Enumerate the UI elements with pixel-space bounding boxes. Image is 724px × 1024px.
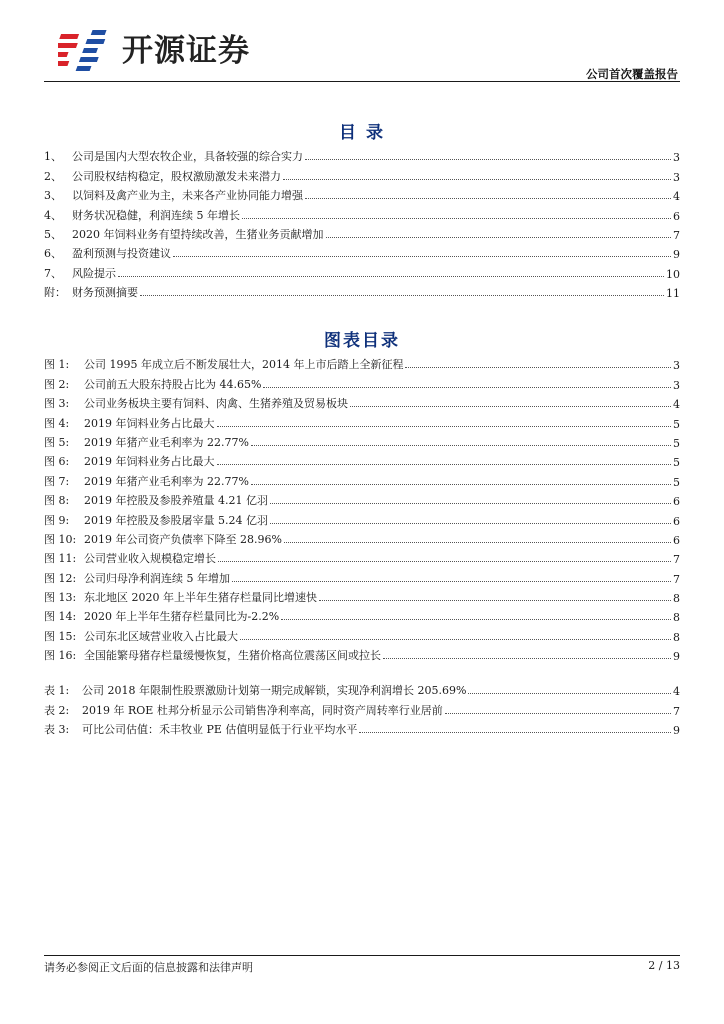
entry-number: 图 3: xyxy=(44,397,70,411)
entry-title: 2019 年饲料业务占比最大 xyxy=(84,416,215,430)
toc-list xyxy=(44,145,680,300)
dot-leader xyxy=(359,732,671,733)
entry-number: 附： xyxy=(44,286,66,300)
toc-entry[interactable] xyxy=(44,145,680,164)
entry-page: 7 xyxy=(673,704,680,718)
dot-leader xyxy=(468,693,671,694)
entry-number: 图 7: xyxy=(44,474,70,488)
entry-page: 11 xyxy=(666,287,680,301)
entry-title: 2020 年上半年生猪存栏量同比为-2.2% xyxy=(84,610,280,624)
brand-logo-icon xyxy=(58,26,114,72)
entry-title: 2019 年 ROE 杜邦分析显示公司销售净利率高，同时资产周转率行业居前 xyxy=(82,703,443,717)
figure-toc-entry[interactable] xyxy=(44,489,680,508)
entry-page: 5 xyxy=(673,475,680,489)
dot-leader xyxy=(283,179,671,180)
entry-page: 3 xyxy=(673,359,680,373)
entry-page: 10 xyxy=(666,267,680,281)
figure-toc-entry[interactable] xyxy=(44,547,680,566)
entry-number: 图 12: xyxy=(44,571,77,585)
toc-entry[interactable] xyxy=(44,184,680,203)
entry-number: 表 1: xyxy=(44,684,70,698)
entry-number: 图 1: xyxy=(44,358,70,372)
entry-page: 8 xyxy=(673,611,680,625)
report-type: 公司首次覆盖报告 xyxy=(586,67,678,81)
entry-title: 公司股权结构稳定，股权激励激发未来潜力 xyxy=(72,169,281,183)
dot-leader xyxy=(326,237,672,238)
toc-entry[interactable] xyxy=(44,223,680,242)
dot-leader xyxy=(405,367,671,368)
dot-leader xyxy=(284,542,671,543)
table-toc-entry[interactable] xyxy=(44,718,680,737)
figure-toc-entry[interactable] xyxy=(44,411,680,430)
entry-title: 2019 年饲料业务占比最大 xyxy=(84,455,215,469)
figure-toc-entry[interactable] xyxy=(44,566,680,585)
entry-page: 8 xyxy=(673,630,680,644)
entry-number: 图 13: xyxy=(44,591,77,605)
dot-leader xyxy=(319,600,671,601)
table-toc-entry[interactable] xyxy=(44,698,680,717)
entry-title: 2020 年饲料业务有望持续改善，生猪业务贡献增加 xyxy=(72,227,324,241)
entry-page: 6 xyxy=(673,495,680,509)
entry-page: 3 xyxy=(673,378,680,392)
entry-title: 2019 年控股及参股养殖量 4.21 亿羽 xyxy=(84,494,268,508)
dot-leader xyxy=(218,561,671,562)
entry-number: 图 4: xyxy=(44,416,70,430)
figure-toc-entry[interactable] xyxy=(44,644,680,663)
entry-number: 图 6: xyxy=(44,455,70,469)
entry-page: 9 xyxy=(673,248,680,262)
dot-leader xyxy=(281,619,671,620)
entry-number: 图 11: xyxy=(44,552,77,566)
entry-number: 表 3: xyxy=(44,723,70,737)
entry-page: 4 xyxy=(673,190,680,204)
dot-leader xyxy=(350,406,671,407)
entry-number: 图 9: xyxy=(44,513,70,527)
entry-page: 3 xyxy=(673,151,680,165)
dot-leader xyxy=(217,464,672,465)
entry-title: 盈利预测与投资建议 xyxy=(72,247,171,261)
dot-leader xyxy=(305,159,671,160)
toc-entry[interactable] xyxy=(44,281,680,300)
figure-toc-entry[interactable] xyxy=(44,528,680,547)
entry-title: 2019 年公司资产负债率下降至 28.96% xyxy=(84,532,282,546)
entry-number: 4、 xyxy=(44,208,62,222)
entry-page: 4 xyxy=(673,685,680,699)
figure-toc-title: 图表目录 xyxy=(324,331,400,351)
entry-page: 6 xyxy=(673,209,680,223)
entry-title: 东北地区 2020 年上半年生猪存栏量同比增速快 xyxy=(84,591,317,605)
disclaimer-note: 请务必参阅正文后面的信息披露和法律声明 xyxy=(44,961,253,974)
entry-number: 图 15: xyxy=(44,629,77,643)
figure-toc-entry[interactable] xyxy=(44,605,680,624)
entry-number: 图 10: xyxy=(44,532,77,546)
entry-number: 2、 xyxy=(44,169,62,183)
figure-toc-entry[interactable] xyxy=(44,392,680,411)
dot-leader xyxy=(242,218,671,219)
toc-entry[interactable] xyxy=(44,261,680,280)
entry-page: 5 xyxy=(673,436,680,450)
entry-title: 公司归母净利润连续 5 年增加 xyxy=(84,571,230,585)
figure-toc-entry[interactable] xyxy=(44,450,680,469)
entry-title: 可比公司估值：禾丰牧业 PE 估值明显低于行业平均水平 xyxy=(82,723,358,737)
toc-title: 目 录 xyxy=(339,123,385,143)
entry-number: 1、 xyxy=(44,150,62,164)
dot-leader xyxy=(240,639,671,640)
entry-title: 公司 2018 年限制性股票激励计划第一期完成解锁，实现净利润增长 205.69% xyxy=(82,684,467,698)
figure-toc-entry[interactable] xyxy=(44,431,680,450)
toc-entry[interactable] xyxy=(44,242,680,261)
table-toc-entry[interactable] xyxy=(44,679,680,698)
entry-title: 公司前五大股东持股占比为 44.65% xyxy=(84,377,262,391)
entry-page: 7 xyxy=(673,572,680,586)
entry-title: 财务状况稳健，利润连续 5 年增长 xyxy=(72,208,240,222)
toc-entry[interactable] xyxy=(44,203,680,222)
entry-title: 公司东北区域营业收入占比最大 xyxy=(84,629,238,643)
figure-toc-entry[interactable] xyxy=(44,624,680,643)
entry-title: 公司营业收入规模稳定增长 xyxy=(84,552,216,566)
entry-number: 图 16: xyxy=(44,649,77,663)
figure-toc-entry[interactable] xyxy=(44,469,680,488)
entry-page: 5 xyxy=(673,456,680,470)
dot-leader xyxy=(118,276,664,277)
entry-title: 2019 年猪产业毛利率为 22.77% xyxy=(84,435,249,449)
dot-leader xyxy=(270,503,671,504)
entry-page: 6 xyxy=(673,514,680,528)
dot-leader xyxy=(251,484,671,485)
entry-page: 6 xyxy=(673,533,680,547)
dot-leader xyxy=(263,387,671,388)
dot-leader xyxy=(270,523,671,524)
page-header xyxy=(44,22,680,82)
entry-page: 4 xyxy=(673,398,680,412)
dot-leader xyxy=(251,445,671,446)
entry-page: 8 xyxy=(673,592,680,606)
figure-toc-entry[interactable] xyxy=(44,353,680,372)
page-number: 2 / 13 xyxy=(648,959,680,972)
entry-page: 9 xyxy=(673,650,680,664)
entry-page: 5 xyxy=(673,417,680,431)
entry-number: 图 5: xyxy=(44,435,70,449)
entry-page: 7 xyxy=(673,553,680,567)
entry-number: 6、 xyxy=(44,247,62,261)
entry-title: 公司是国内大型农牧企业，具备较强的综合实力 xyxy=(72,150,303,164)
entry-number: 7、 xyxy=(44,266,62,280)
entry-page: 7 xyxy=(673,228,680,242)
entry-number: 表 2: xyxy=(44,703,70,717)
entry-title: 以饲料及禽产业为主，未来各产业协同能力增强 xyxy=(72,189,303,203)
figure-toc-entry[interactable] xyxy=(44,586,680,605)
header-divider xyxy=(44,81,680,82)
entry-title: 2019 年猪产业毛利率为 22.77% xyxy=(84,474,249,488)
entry-title: 风险提示 xyxy=(72,266,116,280)
entry-title: 公司 1995 年成立后不断发展壮大，2014 年上市后踏上全新征程 xyxy=(84,358,404,372)
dot-leader xyxy=(383,658,671,659)
figure-toc-list xyxy=(44,353,680,663)
entry-page: 9 xyxy=(673,724,680,738)
brand-name: 开源证券 xyxy=(122,33,250,69)
dot-leader xyxy=(173,256,671,257)
figure-toc-entry[interactable] xyxy=(44,372,680,391)
figure-toc-entry[interactable] xyxy=(44,508,680,527)
entry-page: 3 xyxy=(673,170,680,184)
dot-leader xyxy=(232,581,671,582)
dot-leader xyxy=(445,713,671,714)
entry-title: 财务预测摘要 xyxy=(72,286,138,300)
entry-title: 公司业务板块主要有饲料、肉禽、生猪养殖及贸易板块 xyxy=(84,397,348,411)
footer-divider xyxy=(44,955,680,956)
entry-title: 2019 年控股及参股屠宰量 5.24 亿羽 xyxy=(84,513,268,527)
entry-number: 图 2: xyxy=(44,377,70,391)
entry-title: 全国能繁母猪存栏量缓慢恢复，生猪价格高位震荡区间或拉长 xyxy=(84,649,381,663)
dot-leader xyxy=(140,295,664,296)
entry-number: 5、 xyxy=(44,227,62,241)
dot-leader xyxy=(305,198,671,199)
entry-number: 图 8: xyxy=(44,494,70,508)
dot-leader xyxy=(217,426,672,427)
entry-number: 3、 xyxy=(44,189,62,203)
table-toc-list xyxy=(44,679,680,737)
entry-number: 图 14: xyxy=(44,610,77,624)
toc-entry[interactable] xyxy=(44,164,680,183)
